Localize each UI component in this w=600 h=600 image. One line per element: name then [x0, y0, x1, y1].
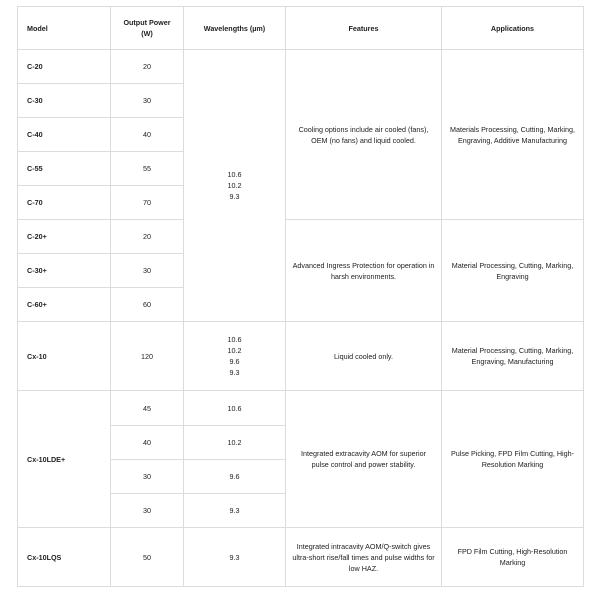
model-cell: C-20+	[18, 220, 111, 254]
power-cell: 45	[111, 391, 184, 426]
features-cell: Cooling options include air cooled (fans), OEM (no fans) and liquid cooled.	[286, 50, 442, 220]
model-cell: C-20	[18, 50, 111, 84]
wavelengths-cell: 9.6	[184, 460, 286, 494]
table-row	[18, 391, 584, 426]
wavelengths-cell	[184, 322, 286, 391]
model-cell: C-70	[18, 186, 111, 220]
model-cell: C-30+	[18, 254, 111, 288]
wavelength-value: 10.2	[227, 181, 242, 190]
header-features: Features	[286, 7, 442, 50]
features-cell: Integrated extracavity AOM for superior pulse control and power stability.	[286, 391, 442, 528]
wavelength-value: 9.3	[229, 368, 240, 377]
power-cell: 30	[111, 84, 184, 118]
power-cell: 40	[111, 426, 184, 460]
wavelength-value: 10.6	[227, 335, 242, 344]
applications-cell: Pulse Picking, FPD Film Cutting, High-Resolution Marking	[442, 391, 584, 528]
table-row	[18, 528, 584, 587]
wavelength-value: 9.6	[229, 357, 240, 366]
power-cell: 30	[111, 494, 184, 528]
table-row	[18, 322, 584, 391]
model-cell: C-40	[18, 118, 111, 152]
applications-cell: Material Processing, Cutting, Marking, Engraving	[442, 220, 584, 322]
wavelengths-cell: 10.6	[184, 391, 286, 426]
wavelength-value: 9.3	[229, 192, 240, 201]
power-cell: 30	[111, 254, 184, 288]
wavelengths-cell: 10.2	[184, 426, 286, 460]
model-cell: Cx-10LDE+	[18, 391, 111, 528]
power-cell: 120	[111, 322, 184, 391]
header-model: Model	[18, 7, 111, 50]
header-wavelengths: Wavelengths (µm)	[184, 7, 286, 50]
wavelengths-cell	[184, 50, 286, 322]
power-cell: 40	[111, 118, 184, 152]
power-cell: 50	[111, 528, 184, 587]
power-cell: 70	[111, 186, 184, 220]
model-cell: C-60+	[18, 288, 111, 322]
model-cell: C-55	[18, 152, 111, 186]
wavelength-value: 10.6	[227, 170, 242, 179]
power-cell: 30	[111, 460, 184, 494]
header-output-power: Output Power (W)	[111, 7, 184, 50]
power-cell: 20	[111, 50, 184, 84]
features-cell: Advanced Ingress Protection for operation in harsh environments.	[286, 220, 442, 322]
table-row	[18, 220, 584, 254]
wavelength-value: 10.2	[227, 346, 242, 355]
applications-cell: FPD Film Cutting, High-Resolution Marking	[442, 528, 584, 587]
header-applications: Applications	[442, 7, 584, 50]
power-cell: 60	[111, 288, 184, 322]
applications-cell: Materials Processing, Cutting, Marking, Engraving, Additive Manufacturing	[442, 50, 584, 220]
wavelengths-cell: 9.3	[184, 494, 286, 528]
table-row	[18, 50, 584, 84]
applications-cell: Material Processing, Cutting, Marking, Engraving, Manufacturing	[442, 322, 584, 391]
model-cell: Cx-10	[18, 322, 111, 391]
power-cell: 55	[111, 152, 184, 186]
model-cell: Cx-10LQS	[18, 528, 111, 587]
wavelengths-cell: 9.3	[184, 528, 286, 587]
model-cell: C-30	[18, 84, 111, 118]
laser-spec-table	[17, 6, 584, 587]
header-row	[18, 7, 584, 50]
features-cell: Integrated intracavity AOM/Q-switch gives ultra-short rise/fall times and pulse widths for low HAZ.	[286, 528, 442, 587]
power-cell: 20	[111, 220, 184, 254]
features-cell: Liquid cooled only.	[286, 322, 442, 391]
